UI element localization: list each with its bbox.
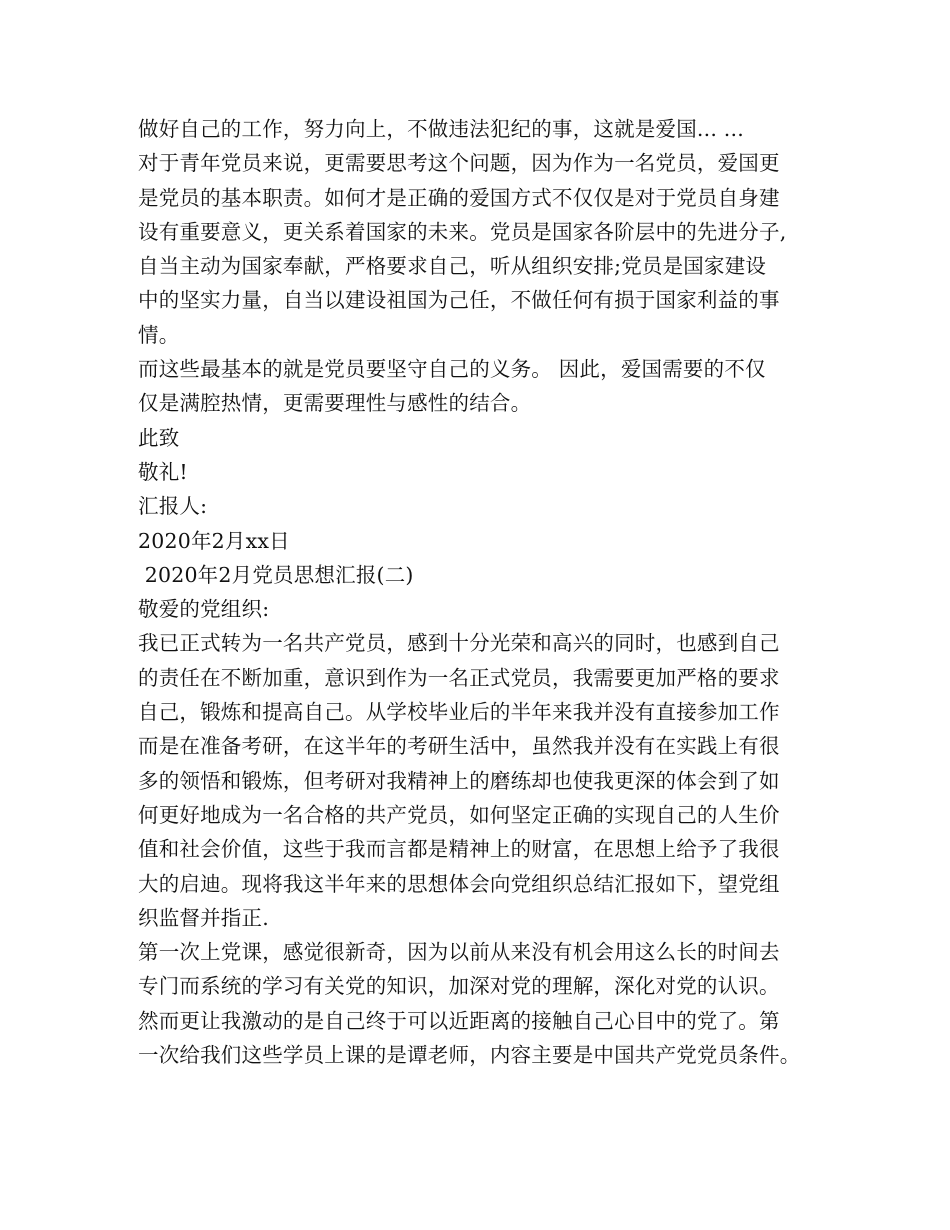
text-line: 对于青年党员来说，更需要思考这个问题，因为作为一名党员，爱国更 [138,151,780,176]
greeting: 敬爱的党组织: [138,597,270,622]
report-date: 2020年2月xx日 [138,528,290,553]
text-line: 自己，锻炼和提高自己。从学校毕业后的半年来我并没有直接参加工作 [138,700,780,725]
text-line: 一次给我们这些学员上课的是谭老师，内容主要是中国共产党党员条件。 [138,1043,801,1068]
section-title: 2020年2月党员思想汇报(二) [138,562,414,587]
text-line: 大的启迪。现将我这半年来的思想体会向党组织总结汇报如下，望党组 [138,871,780,896]
reporter-label: 汇报人: [138,494,208,519]
text-line: 做好自己的工作，努力向上，不做违法犯纪的事，这就是爱国... ... [138,117,744,141]
text-line: 而是在准备考研，在这半年的考研生活中，虽然我并没有在实践上有很 [138,734,780,759]
text-line: 自当主动为国家奉献，严格要求自己，听从组织安排;党员是国家建设 [138,254,767,279]
text-line: 我已正式转为一名共产党员，感到十分光荣和高兴的同时，也感到自己 [138,631,780,656]
text-line: 第一次上党课，感觉很新奇，因为以前从来没有机会用这么长的时间去 [138,940,780,965]
text-line: 多的领悟和锻炼，但考研对我精神上的磨练却也使我更深的体会到了如 [138,768,780,793]
text-line: 情。 [138,322,180,347]
text-line: 仅是满腔热情，更需要理性与感性的结合。 [138,391,532,416]
text-line: 值和社会价值，这些于我而言都是精神上的财富，在思想上给予了我很 [138,837,780,862]
text-line: 设有重要意义，更关系着国家的未来。党员是国家各阶层中的先进分子, [138,219,787,244]
text-line: 中的坚实力量，自当以建设祖国为己任，不做任何有损于国家利益的事 [138,288,780,313]
text-line: 而这些最基本的就是党员要坚守自己的义务。 因此，爱国需要的不仅 [138,357,766,382]
closing-salutation: 此致 [138,425,180,450]
text-line: 的责任在不断加重，意识到作为一名正式党员，我需要更加严格的要求 [138,665,780,690]
closing-regards: 敬礼! [138,459,188,484]
text-line: 何更好地成为一名合格的共产党员，如何坚定正确的实现自己的人生价 [138,802,780,827]
text-line: 专门而系统的学习有关党的知识，加深对党的理解，深化对党的认识。 [138,974,780,999]
text-line: 是党员的基本职责。如何才是正确的爱国方式不仅仅是对于党员自身建 [138,185,780,210]
document-body [138,112,828,1072]
text-line: 然而更让我激动的是自己终于可以近距离的接触自己心目中的党了。第 [138,1008,780,1033]
text-line: 织监督并指正. [138,905,269,930]
